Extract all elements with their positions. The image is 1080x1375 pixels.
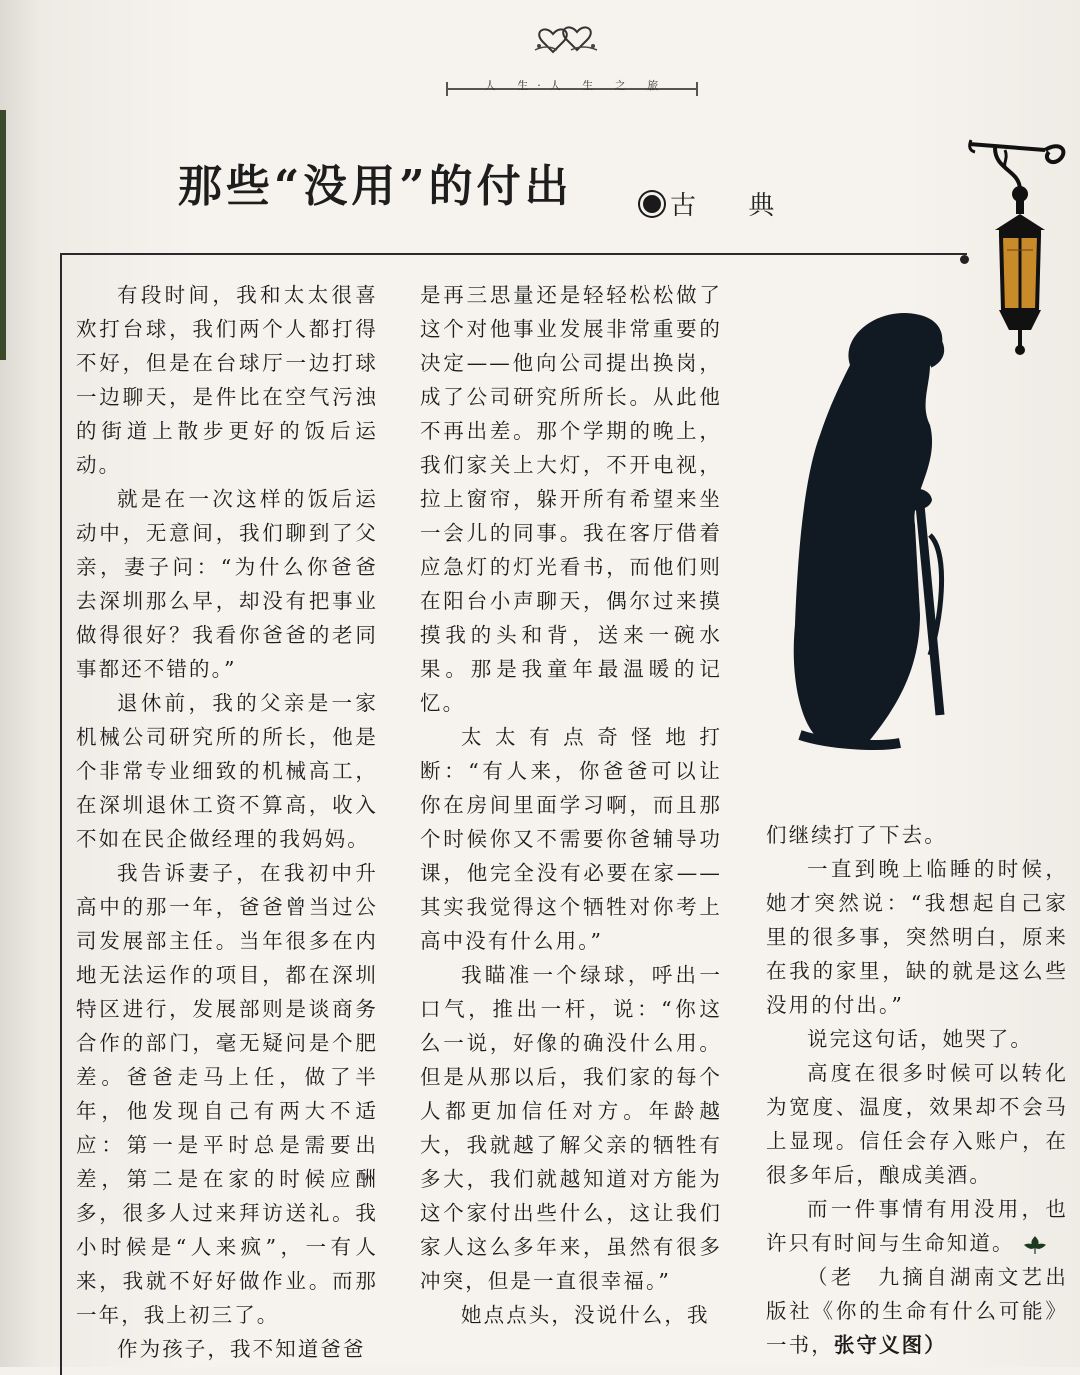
article-column-1 xyxy=(76,278,378,1366)
paragraph: 高度在很多时候可以转化为宽度、温度，效果却不会马上显现。信任会存入账户，在很多年后，酿成美酒。 xyxy=(766,1061,1068,1187)
paragraph: 我告诉妻子，在我初中升高中的那一年，爸爸曾当过公司发展部主任。当年很多在内地无法运作的项目，都在深圳特区进行，发展部则是谈商务合作的部门，毫无疑问是个肥差。爸爸走马上任，做了半年，他发现自己有两大不适应：第一是平时总是需要出差，第二是在家的时候应酬多，很多人过来拜访送礼。我小时候是“人来疯”，一有人来，我就不好好做作业。而那一年，我上初三了。 xyxy=(76,861,378,1327)
source-text: （老 九摘自湖南文艺出版社《你的生命有什么可能》一书， xyxy=(766,1265,1068,1357)
paragraph: 我瞄准一个绿球，呼出一口气，推出一杆，说：“你这么一说，好像的确没什么用。但是从那以后，我们家的每个人都更加信任对方。年龄越大，我就越了解父亲的牺牲有多大，我们就越知道对方能为这个家付出些什么，这让我们家人这么多年来，虽然有很多冲突，但是一直很幸福。” xyxy=(420,963,722,1293)
article-column-2 xyxy=(420,278,722,1332)
page-edge-strip xyxy=(0,110,6,360)
leaf-end-icon xyxy=(1023,1235,1047,1255)
street-lamp-icon xyxy=(965,130,1075,360)
closing-line: 而一件事情有用没用，也许只有时间与生命知道。 xyxy=(766,1197,1068,1255)
paragraph: 一直到晚上临睡的时候，她才突然说：“我想起自己家里的很多事，突然明白，原来在我的家里，缺的就是这么些没用的付出。” xyxy=(766,857,1068,1017)
illustrator-credit: 张守义图） xyxy=(833,1333,947,1357)
paragraph: 太太有点奇怪地打断：“有人来，你爸爸可以让你在房间里面学习啊，而且那个时候你又不需要你爸辅导功课，他完全没有必要在家——其实我觉得这个牺牲对你考上高中没有什么用。” xyxy=(420,725,722,953)
article-column-3 xyxy=(766,818,1068,1362)
paragraph: 她点点头，没说什么，我 xyxy=(461,1303,710,1327)
author-byline xyxy=(640,185,796,222)
paragraph: 作为孩子，我不知道爸爸 xyxy=(117,1337,366,1361)
paragraph: 是再三思量还是轻轻松松做了这个对他事业发展非常重要的决定——他向公司提出换岗，成了公司研究所所长。从此他不再出差。那个学期的晚上，我们家关上大灯，不开电视，拉上窗帘，躲开所有希望来坐一会儿的同事。我在客厅借着应急灯的灯光看书，而他们则在阳台小声聊天，偶尔过来摸摸我的头和背，送来一碗水果。那是我童年最温暖的记忆。 xyxy=(420,283,722,715)
paragraph: 就是在一次这样的饭后运动中，无意间，我们聊到了父亲，妻子问：“为什么你爸爸去深圳那么早，却没有把事业做得很好？我看你爸爸的老同事都还不错的。” xyxy=(76,487,378,681)
silhouette-illustration xyxy=(780,295,970,755)
header-ornament-icon xyxy=(531,20,601,60)
author-name: 古 典 xyxy=(670,191,797,221)
article-title: 那些“没用”的付出 xyxy=(178,161,573,212)
source-note xyxy=(766,1260,1068,1362)
header-rule-cap-right xyxy=(696,82,698,96)
paragraph: 退休前，我的父亲是一家机械公司研究所的所长，他是个非常专业细致的机械高工，在深圳退休工资不算高，收入不如在民企做经理的我妈妈。 xyxy=(76,691,378,851)
paragraph: 有段时间，我和太太很喜欢打台球，我们两个人都打得不好，但是在台球厅一边打球一边聊天，是件比在空气污浊的街道上散步更好的饭后运动。 xyxy=(76,283,378,477)
bullet-dot-icon xyxy=(640,192,664,216)
paragraph-with-end-mark xyxy=(766,1192,1068,1260)
paragraph: 说完这句话，她哭了。 xyxy=(807,1027,1033,1051)
column-name: 人 生·人 生 之 旅 xyxy=(484,79,668,92)
page-header xyxy=(446,20,700,92)
paragraph: 们继续打了下去。 xyxy=(766,823,947,847)
